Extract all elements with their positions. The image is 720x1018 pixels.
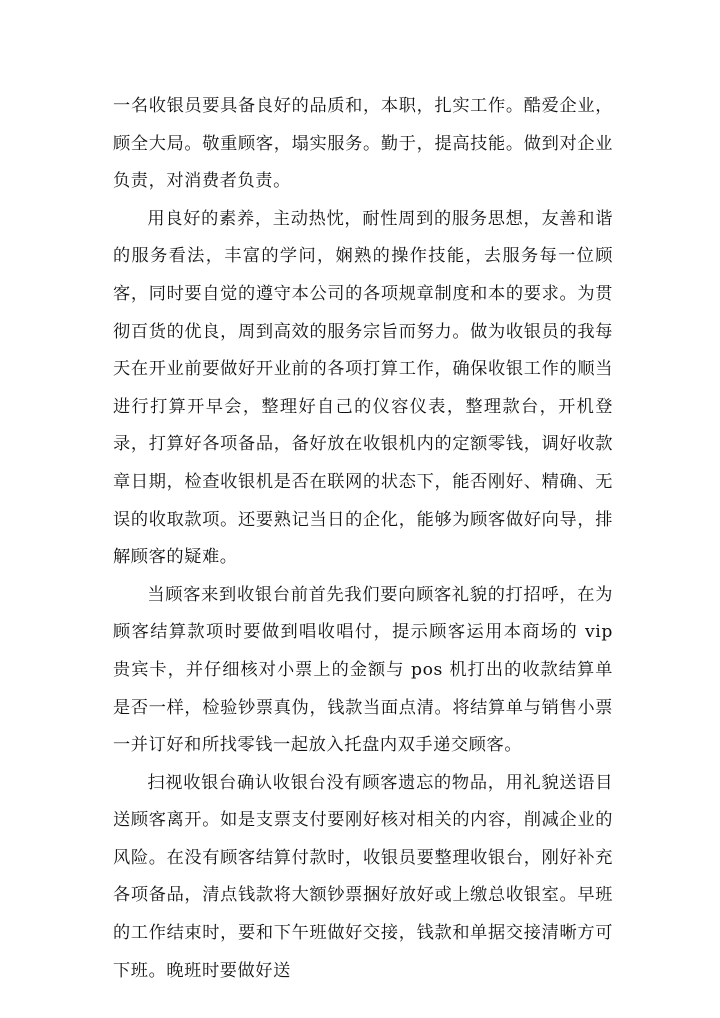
paragraph-3: 当顾客来到收银台前首先我们要向顾客礼貌的打招呼，在为顾客结算款项时要做到唱收唱付，提示顾客运用本商场的 vip 贵宾卡，并仔细核对小票上的金额与 pos 机打出的收款结算单是否一样，检验钞票真伪，钱款当面点清。将结算单与销售小票一并订好和所找零钱一起放入托盘内双手递交顾客。 — [113, 584, 613, 756]
paragraph-4: 扫视收银台确认收银台没有顾客遗忘的物品，用礼貌送语目送顾客离开。如是支票支付要刚好核对相关的内容，削减企业的风险。在没有顾客结算付款时，收银员要整理收银台，刚好补充各项备品，清点钱款将大额钞票捆好放好或上缴总收银室。早班的工作结束时，要和下午班做好交接，钱款和单据交接清晰方可下班。晚班时要做好送 — [113, 772, 613, 981]
paragraph-1: 一名收银员要具备良好的品质和，本职，扎实工作。酷爱企业，顾全大局。敬重顾客，塌实服务。勤于，提高技能。做到对企业负责，对消费者负责。 — [113, 96, 613, 192]
document-body — [113, 88, 613, 990]
paragraph-2: 用良好的素养，主动热忱，耐性周到的服务思想，友善和谐的服务看法，丰富的学问，娴熟的操作技能，去服务每一位顾客，同时要自觉的遵守本公司的各项规章制度和本的要求。为贯彻百货的优良，周到高效的服务宗旨而努力。做为收银员的我每天在开业前要做好开业前的各项打算工作，确保收银工作的顺当进行打算开早会，整理好自己的仪容仪表，整理款台，开机登录，打算好各项备品，备好放在收银机内的定额零钱，调好收款章日期，检查收银机是否在联网的状态下，能否刚好、精确、无误的收取款项。还要熟记当日的企化，能够为顾客做好向导，排解顾客的疑难。 — [113, 208, 613, 568]
